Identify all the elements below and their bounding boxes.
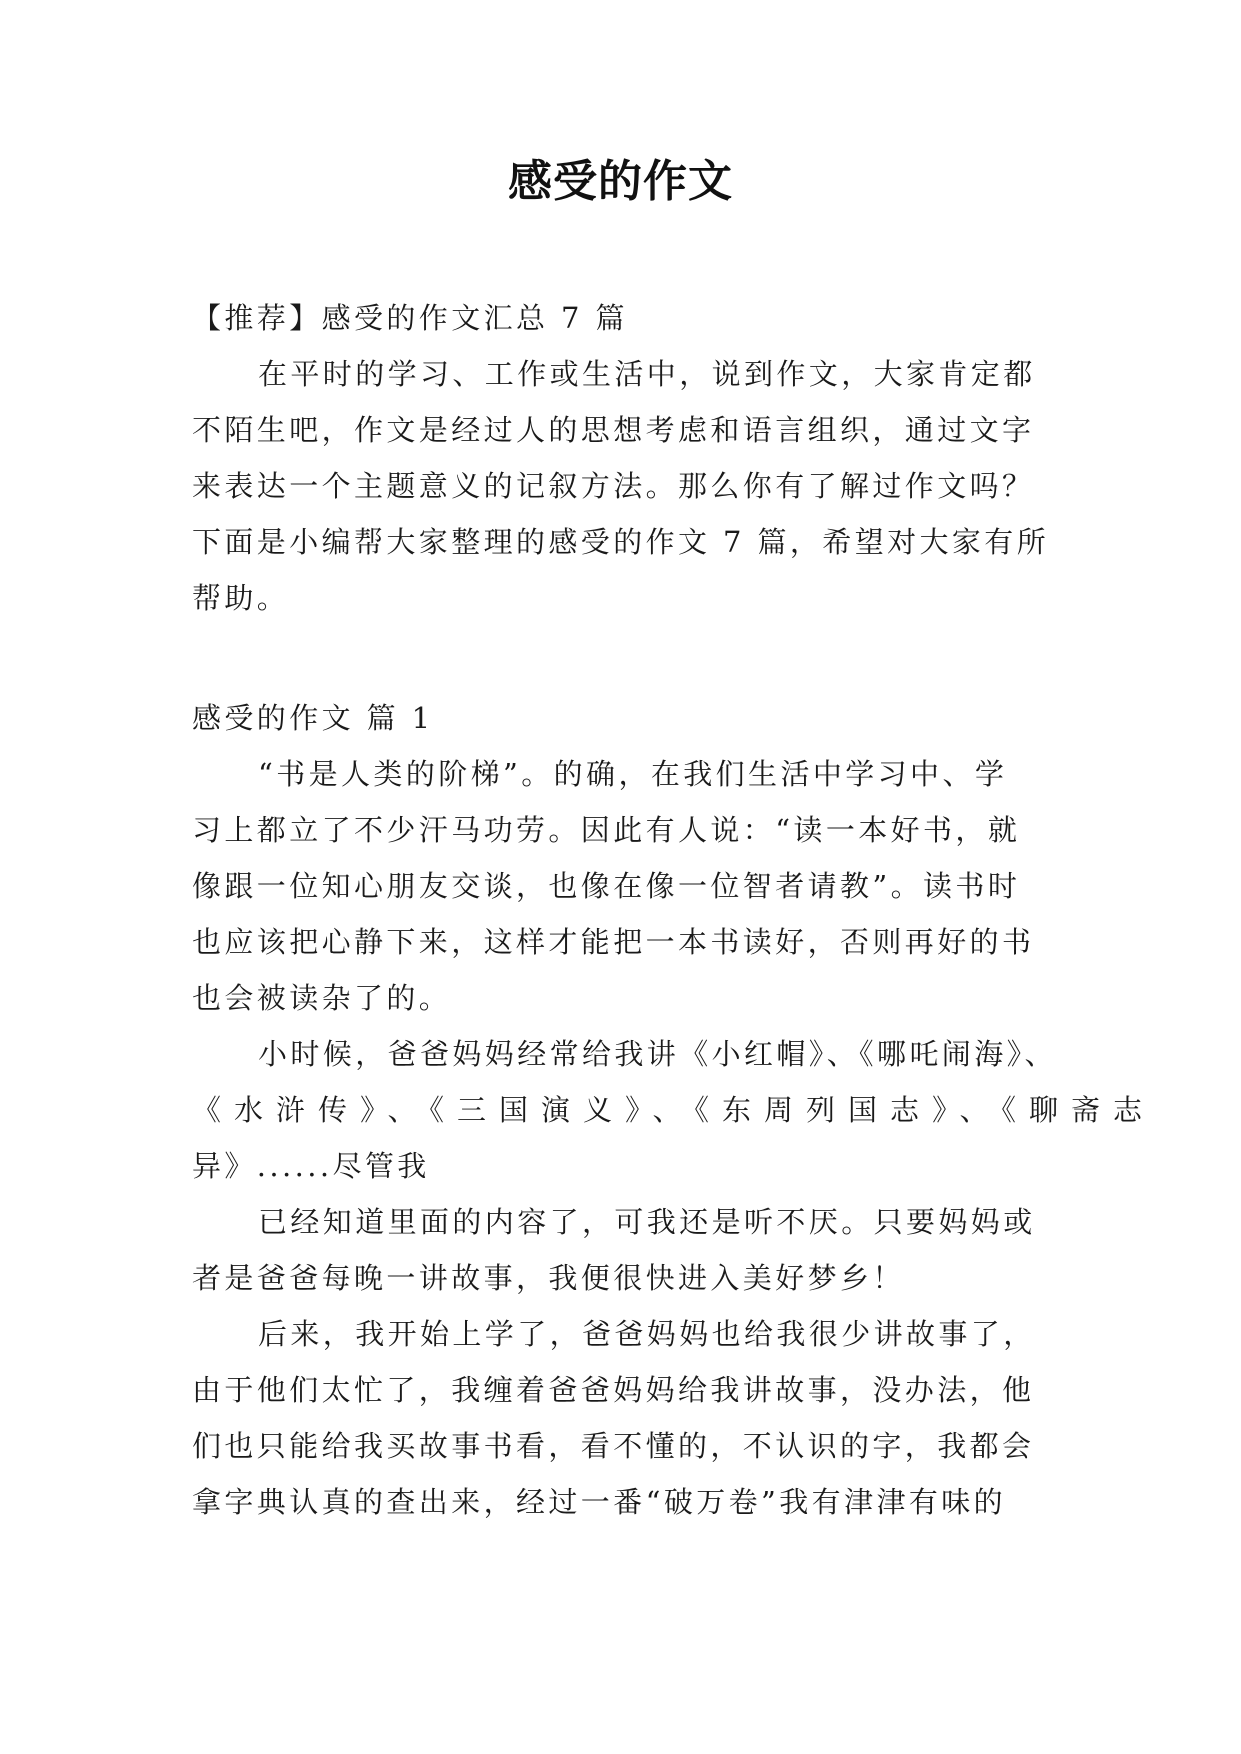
body-paragraph-line: 由于他们太忙了，我缠着爸爸妈妈给我讲故事，没办法，他 [192, 1373, 1035, 1407]
body-paragraph-line: 小时候，爸爸妈妈经常给我讲《小红帽》、《哪吒闹海》、 [258, 1037, 1057, 1071]
intro-paragraph-line: 来表达一个主题意义的记叙方法。那么你有了解过作文吗？ [192, 469, 1035, 503]
body-paragraph-line: 已经知道里面的内容了，可我还是听不厌。只要妈妈或 [258, 1205, 1036, 1239]
body-paragraph-line: 者是爸爸每晚一讲故事，我便很快进入美好梦乡！ [192, 1261, 905, 1295]
intro-paragraph-line: 下面是小编帮大家整理的感受的作文 7 篇，希望对大家有所 [192, 525, 1050, 559]
body-paragraph-line: “书是人类的阶梯”。的确，在我们生活中学习中、学 [258, 757, 1008, 791]
intro-paragraph-line: 不陌生吧，作文是经过人的思想考虑和语言组织，通过文字 [192, 413, 1035, 447]
body-paragraph-line: 习上都立了不少汗马功劳。因此有人说：“读一本好书，就 [192, 813, 1021, 847]
body-paragraph-line: 拿字典认真的查出来，经过一番“破万卷”我有津津有味的 [192, 1485, 1007, 1519]
body-paragraph-line: 也应该把心静下来，这样才能把一本书读好，否则再好的书 [192, 925, 1035, 959]
body-paragraph-line: 也会被读杂了的。 [192, 981, 452, 1015]
document-title: 感受的作文 [508, 156, 733, 207]
body-paragraph-line: 后来，我开始上学了，爸爸妈妈也给我很少讲故事了， [258, 1317, 1036, 1351]
intro-heading: 【推荐】感受的作文汇总 7 篇 [192, 301, 628, 335]
intro-paragraph-line: 在平时的学习、工作或生活中，说到作文，大家肯定都 [258, 357, 1036, 391]
section-heading: 感受的作文 篇 1 [192, 701, 434, 735]
body-paragraph-line: 《水浒传》、《三国演义》、《东周列国志》、《聊斋志 [192, 1093, 1156, 1127]
body-paragraph-line: 异》......尽管我 [192, 1149, 430, 1183]
body-paragraph-line: 像跟一位知心朋友交谈，也像在像一位智者请教”。读书时 [192, 869, 1021, 903]
body-paragraph-line: 们也只能给我买故事书看，看不懂的，不认识的字，我都会 [192, 1429, 1035, 1463]
intro-paragraph-line: 帮助。 [192, 581, 290, 615]
